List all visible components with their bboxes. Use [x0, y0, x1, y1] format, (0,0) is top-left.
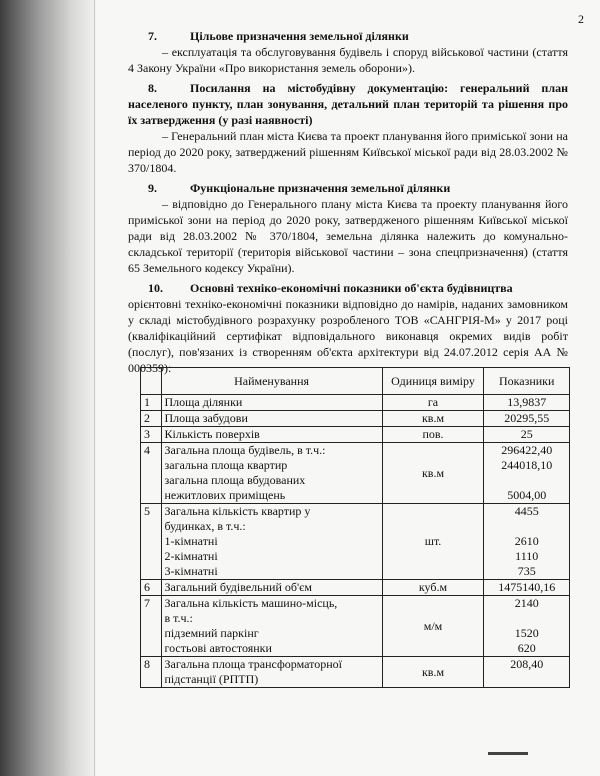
- row-unit: шт.: [382, 504, 484, 580]
- section-8-text: – Генеральний план міста Києва та проект планування його приміської зони на період до 2020 року, затверджений рішенням Київської міської ради від 28.03.2002 № 370/1804.: [128, 129, 568, 175]
- row-number: 5: [141, 504, 162, 580]
- row-value-line: 25: [520, 427, 533, 441]
- row-name-line: загальна площа квартир: [164, 458, 288, 472]
- row-value-line: [487, 473, 566, 488]
- section-8-heading: [128, 80, 568, 128]
- row-name-line: нежитлових приміщень: [164, 488, 286, 502]
- table-row: [141, 596, 570, 657]
- row-value-line: 2140: [514, 596, 539, 610]
- row-unit: кв.м: [382, 411, 484, 427]
- row-number: 6: [141, 580, 162, 596]
- row-unit: м/м: [382, 596, 484, 657]
- row-unit: га: [382, 395, 484, 411]
- row-value-line: [487, 519, 566, 534]
- row-value-line: 208,40: [510, 657, 544, 671]
- row-unit: куб.м: [382, 580, 484, 596]
- table-header-row: [141, 368, 570, 395]
- row-value-line: 735: [517, 564, 536, 578]
- row-name-line: будинках, в т.ч.:: [164, 519, 246, 533]
- table-body: [141, 395, 570, 688]
- row-name-line: підземний паркінг: [164, 626, 259, 640]
- row-value-line: 13,9837: [507, 395, 547, 409]
- row-value-line: 20295,55: [504, 411, 550, 425]
- row-name-line: Площа ділянки: [164, 395, 243, 409]
- section-10-heading: [128, 280, 568, 296]
- table-row: [141, 427, 570, 443]
- row-name: [161, 504, 382, 580]
- section-title: Функціональне призначення земельної ділянки: [190, 181, 451, 195]
- header-name: Найменування: [161, 368, 382, 395]
- table-row: [141, 395, 570, 411]
- table-row: [141, 411, 570, 427]
- section-title: Посилання на містобудівну документацію: генеральний план населеного пункту, план зонування, детальний план територій та рішення про їх затвердження (у разі наявності): [128, 81, 568, 127]
- row-value: [484, 580, 570, 596]
- row-value-line: 620: [517, 641, 536, 655]
- row-value-line: 1110: [515, 549, 539, 563]
- row-name-line: Загальна площа трансформаторної: [164, 657, 342, 671]
- row-unit: кв.м: [382, 657, 484, 688]
- row-value: [484, 596, 570, 657]
- table-row: [141, 504, 570, 580]
- section-9-text: – відповідно до Генерального плану міста Києва та проекту планування його приміської зони на період до 2020 року, затвердженого рішенням Київської міської ради від 28.03.2002 № 370/1804, земельна ділянка належить до комунально-складської території (територія військової частини – зона спецпризначення) (стаття 65 Земельного кодексу України).: [128, 197, 568, 275]
- row-name: [161, 580, 382, 596]
- row-value: [484, 657, 570, 688]
- row-name: [161, 411, 382, 427]
- row-value-line: 244018,10: [501, 458, 553, 472]
- row-name-line: Загальна кількість машино-місць,: [164, 596, 338, 610]
- row-name-line: Загальна площа будівель, в т.ч.:: [164, 443, 326, 457]
- row-value-line: 5004,00: [507, 488, 547, 502]
- section-number: 9.: [148, 181, 157, 195]
- section-10-text: орієнтовні техніко-економічні показники відповідно до намірів, наданих замовником у складі містобудівного розрахунку розробленого ТОВ «САНГРІЯ-М» у 2017 році (кваліфікаційний сертифікат відповідального виконавця окремих видів робіт (послуг), пов'язаних із створенням об'єкта архітектури від 24.07.2012 серія АА № 000359):: [128, 297, 568, 375]
- row-name-line: Кількість поверхів: [164, 427, 260, 441]
- row-unit: пов.: [382, 427, 484, 443]
- row-name-line: підстанції (РПТП): [164, 672, 259, 686]
- row-number: 4: [141, 443, 162, 504]
- row-value: [484, 395, 570, 411]
- row-name-line: 1-кімнатні: [164, 534, 218, 548]
- header-unit: Одиниця виміру: [382, 368, 484, 395]
- page-number: 2: [578, 12, 584, 26]
- header-value: Показники: [484, 368, 570, 395]
- section-9-heading: [128, 180, 568, 196]
- section-number: 8.: [148, 81, 157, 95]
- row-number: 8: [141, 657, 162, 688]
- section-title: Основні техніко-економічні показники об'єкта будівництва: [190, 281, 513, 295]
- scan-mark: [488, 752, 528, 755]
- scan-shadow: [0, 0, 96, 776]
- row-value: [484, 427, 570, 443]
- row-name-line: 2-кімнатні: [164, 549, 218, 563]
- section-7-heading: [128, 28, 568, 44]
- row-name: [161, 657, 382, 688]
- row-name-line: загальна площа вбудованих: [164, 473, 306, 487]
- row-number: 2: [141, 411, 162, 427]
- section-number: 10.: [148, 281, 163, 295]
- row-value-line: 1475140,16: [498, 580, 556, 594]
- row-value: [484, 411, 570, 427]
- row-value-line: 4455: [514, 504, 539, 518]
- row-name: [161, 443, 382, 504]
- row-value-line: [487, 672, 566, 687]
- row-value-line: [487, 611, 566, 626]
- document-body: [128, 28, 568, 376]
- section-7-text: – експлуатація та обслуговування будівель і споруд військової частини (стаття 4 Закону України «Про використання земель оборони»).: [128, 45, 568, 75]
- table-row: [141, 580, 570, 596]
- row-value: [484, 443, 570, 504]
- section-number: 7.: [148, 29, 157, 43]
- row-name: [161, 596, 382, 657]
- row-value-line: 2610: [514, 534, 539, 548]
- row-name-line: гостьові автостоянки: [164, 641, 272, 655]
- row-value-line: 296422,40: [501, 443, 553, 457]
- row-name: [161, 395, 382, 411]
- row-value: [484, 504, 570, 580]
- row-value-line: 1520: [514, 626, 539, 640]
- header-number: [141, 368, 162, 395]
- row-number: 7: [141, 596, 162, 657]
- table-row: [141, 443, 570, 504]
- row-name-line: Площа забудови: [164, 411, 248, 425]
- section-title: Цільове призначення земельної ділянки: [190, 29, 409, 43]
- row-number: 1: [141, 395, 162, 411]
- row-name-line: Загальний будівельний об'єм: [164, 580, 312, 594]
- row-name: [161, 427, 382, 443]
- row-name-line: Загальна кількість квартир у: [164, 504, 311, 518]
- table-row: [141, 657, 570, 688]
- indicators-table: [140, 367, 570, 688]
- row-number: 3: [141, 427, 162, 443]
- row-name-line: 3-кімнатні: [164, 564, 218, 578]
- scan-edge: [94, 0, 95, 776]
- row-name-line: в т.ч.:: [164, 611, 193, 625]
- row-unit: кв.м: [382, 443, 484, 504]
